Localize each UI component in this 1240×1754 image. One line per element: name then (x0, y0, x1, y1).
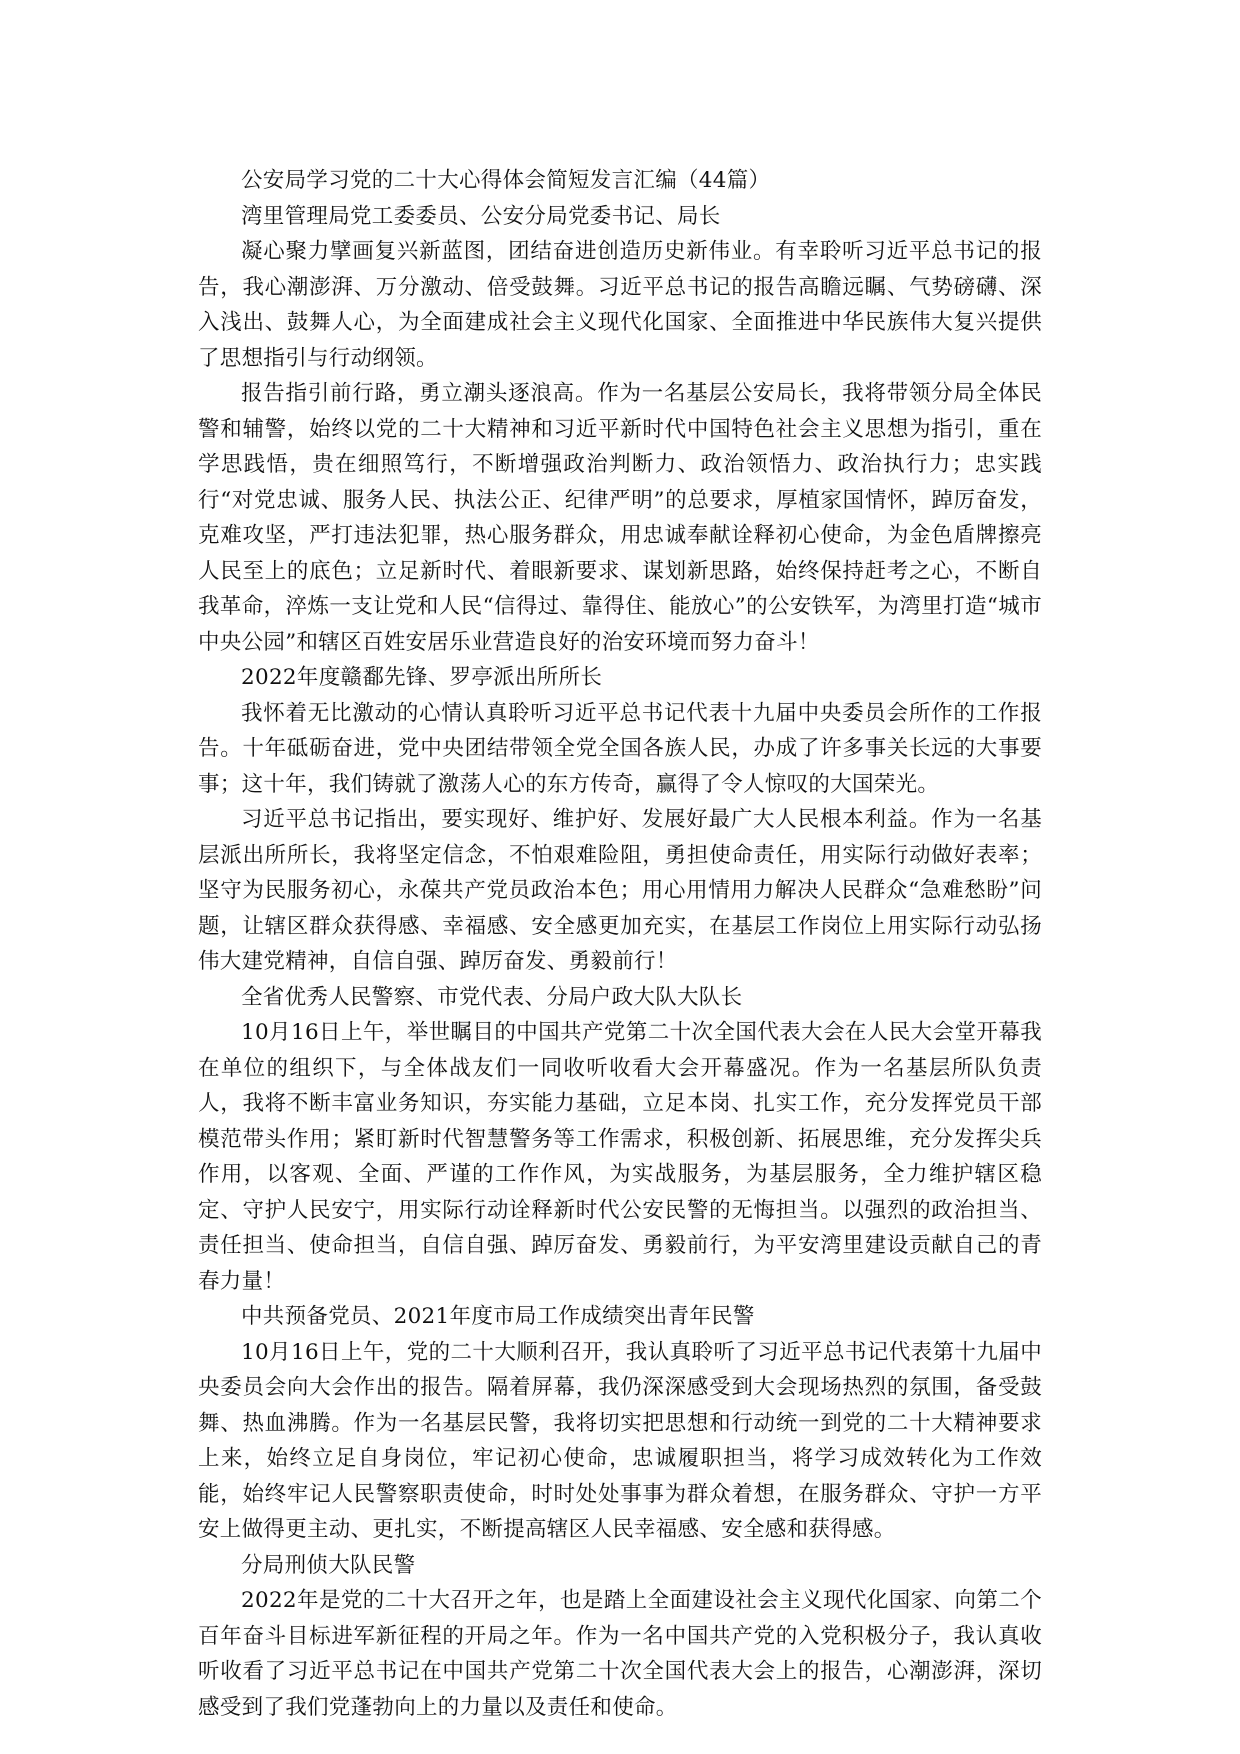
document-title: 公安局学习党的二十大心得体会简短发言汇编（44篇） (241, 168, 771, 193)
body-paragraph: 2022年是党的二十大召开之年，也是踏上全面建设社会主义现代化国家、向第二个百年奋斗目标进军新征程的开局之年。作为一名中国共产党的入党积极分子，我认真收听收看了习近平总书记在中国共产党第二十次全国代表大会上的报告，心潮澎湃，深切感受到了我们党蓬勃向上的力量以及责任和使命。 (198, 1588, 1042, 1720)
document-body (198, 163, 1042, 1725)
speaker-heading: 全省优秀人民警察、市党代表、分局户政大队大队长 (241, 984, 743, 1010)
body-paragraph: 我怀着无比激动的心情认真聆听习近平总书记代表十九届中央委员会所作的工作报告。十年砥砺奋进，党中央团结带领全党全国各族人民，办成了许多事关长远的大事要事；这十年，我们铸就了激荡人心的东方传奇，赢得了令人惊叹的大国荣光。 (198, 700, 1042, 797)
body-paragraph: 10月16日上午，党的二十大顺利召开，我认真聆听了习近平总书记代表第十九届中央委员会向大会作出的报告。隔着屏幕，我仍深深感受到大会现场热烈的氛围，备受鼓舞、热血沸腾。作为一名基层民警，我将切实把思想和行动统一到党的二十大精神要求上来，始终立足自身岗位，牢记初心使命，忠诚履职担当，将学习成效转化为工作效能，始终牢记人民警察职责使命，时时处处事事为群众着想，在服务群众、守护一方平安上做得更主动、更扎实，不断提高辖区人民幸福感、安全感和获得感。 (198, 1339, 1042, 1542)
body-paragraph: 习近平总书记指出，要实现好、维护好、发展好最广大人民根本利益。作为一名基层派出所所长，我将坚定信念，不怕艰难险阻，勇担使命责任，用实际行动做好表率；坚守为民服务初心，永葆共产党员政治本色；用心用情用力解决人民群众“急难愁盼”问题，让辖区群众获得感、幸福感、安全感更加充实，在基层工作岗位上用实际行动弘扬伟大建党精神，自信自强、踔厉奋发、勇毅前行！ (198, 807, 1042, 974)
speaker-heading: 中共预备党员、2021年度市局工作成绩突出青年民警 (241, 1304, 755, 1329)
body-paragraph: 凝心聚力擘画复兴新蓝图，团结奋进创造历史新伟业。有幸聆听习近平总书记的报告，我心潮澎湃、万分激动、倍受鼓舞。习近平总书记的报告高瞻远瞩、气势磅礴、深入浅出、鼓舞人心，为全面建成社会主义现代化国家、全面推进中华民族伟大复兴提供了思想指引与行动纲领。 (198, 239, 1042, 371)
speaker-heading: 分局刑侦大队民警 (241, 1552, 416, 1578)
body-paragraph: 报告指引前行路，勇立潮头逐浪高。作为一名基层公安局长，我将带领分局全体民警和辅警，始终以党的二十大精神和习近平新时代中国特色社会主义思想为指引，重在学思践悟，贵在细照笃行，不断增强政治判断力、政治领悟力、政治执行力；忠实践行“对党忠诚、服务人民、执法公正、纪律严明”的总要求，厚植家国情怀，踔厉奋发，克难攻坚，严打违法犯罪，热心服务群众，用忠诚奉献诠释初心使命，为金色盾牌擦亮人民至上的底色；立足新时代、着眼新要求、谋划新思路，始终保持赶考之心，不断自我革命，淬炼一支让党和人民“信得过、靠得住、能放心”的公安铁军，为湾里打造“城市中央公园”和辖区百姓安居乐业营造良好的治安环境而努力奋斗！ (198, 381, 1042, 655)
speaker-heading: 2022年度赣鄱先锋、罗亭派出所所长 (241, 665, 603, 690)
speaker-heading: 湾里管理局党工委委员、公安分局党委书记、局长 (241, 203, 721, 229)
body-paragraph: 10月16日上午，举世瞩目的中国共产党第二十次全国代表大会在人民大会堂开幕我在单位的组织下，与全体战友们一同收听收看大会开幕盛况。作为一名基层所队负责人，我将不断丰富业务知识，夯实能力基础，立足本岗、扎实工作，充分发挥党员干部模范带头作用；紧盯新时代智慧警务等工作需求，积极创新、拓展思维，充分发挥尖兵作用，以客观、全面、严谨的工作作风，为实战服务，为基层服务，全力维护辖区稳定、守护人民安宁，用实际行动诠释新时代公安民警的无悔担当。以强烈的政治担当、责任担当、使命担当，自信自强、踔厉奋发、勇毅前行，为平安湾里建设贡献自己的青春力量！ (198, 1020, 1042, 1294)
